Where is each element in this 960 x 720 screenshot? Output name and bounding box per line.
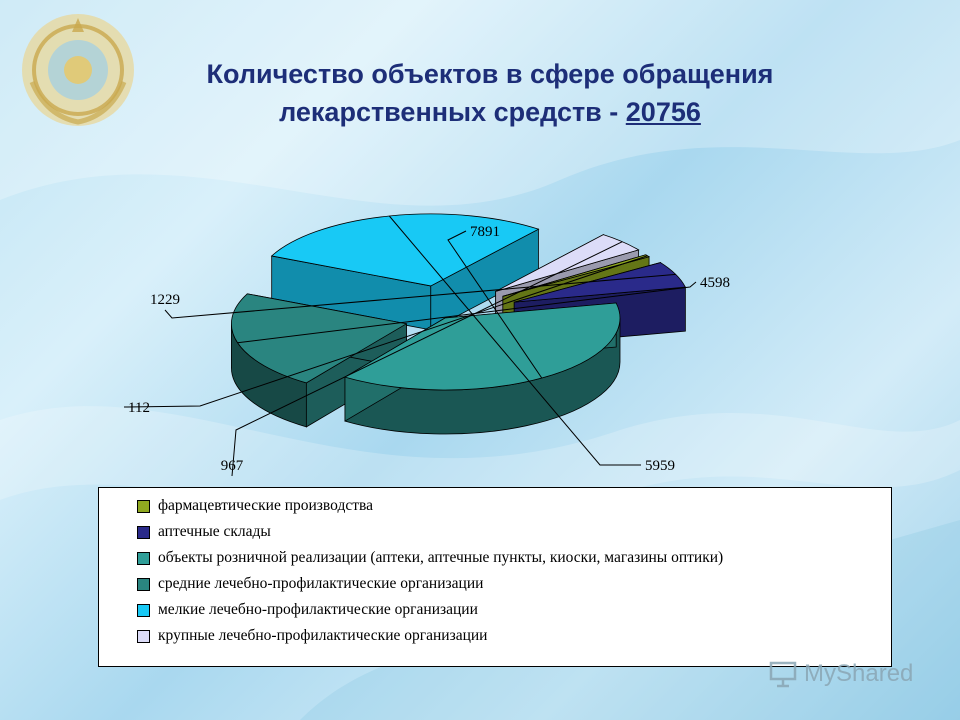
legend-swatch [137,552,150,565]
data-label: 967 [220,458,244,474]
data-label: 4598 [700,275,730,291]
legend-item [137,574,483,594]
title-line-1: Количество объектов в сфере обращения [206,59,774,89]
title-total-value: 20756 [625,97,701,127]
legend-swatch [137,604,150,617]
chart-legend [98,487,892,667]
legend-swatch [137,578,150,591]
legend-item [137,496,373,516]
legend-label: крупные лечебно-профилактические организации [158,627,488,644]
data-label: 5959 [645,458,675,474]
data-label: 112 [128,400,150,416]
legend-item [137,522,271,542]
legend-item [137,548,723,568]
legend-label: фармацевтические производства [158,497,373,514]
legend-item [137,626,487,646]
legend-label: мелкие лечебно-профилактические организации [158,601,478,618]
title-line-2-prefix: лекарственных средств - [279,97,626,127]
pie-slices [231,214,685,434]
watermark [768,656,938,692]
legend-swatch [137,526,150,539]
presentation-board-icon [768,659,798,689]
legend-label: средние лечебно-профилактические организации [158,575,484,592]
legend-label: аптечные склады [158,523,271,540]
data-label: 1229 [150,292,180,308]
data-label: 7891 [470,224,500,240]
legend-swatch [137,500,150,513]
legend-item [137,600,478,620]
legend-swatch [137,630,150,643]
watermark-text: MyShared [804,660,914,687]
legend-label: объекты розничной реализации (аптеки, аптечные пункты, киоски, магазины оптики) [158,549,724,566]
